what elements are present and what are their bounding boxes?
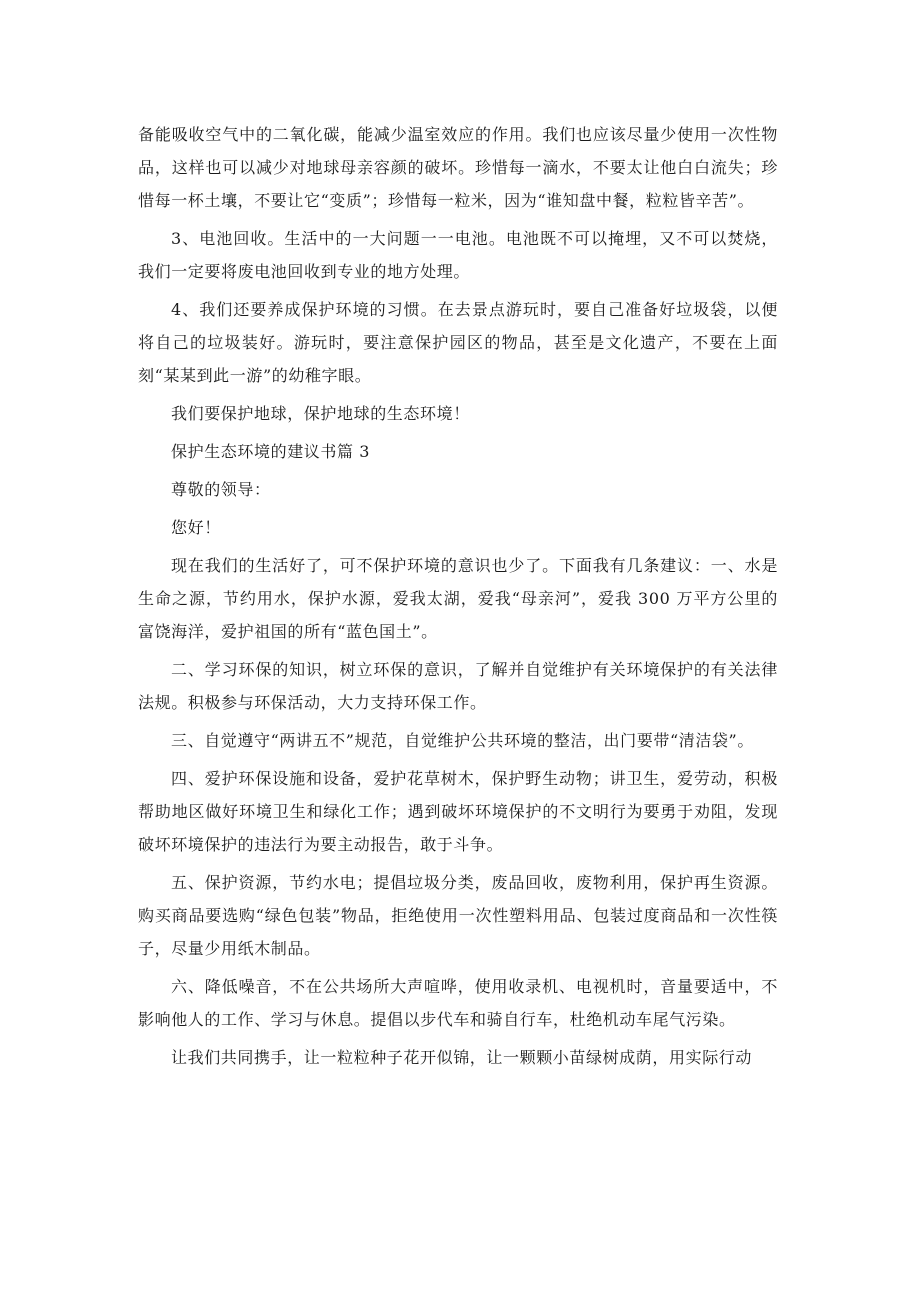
paragraph-battery-recycling: 3、电池回收。生活中的一大问题一一电池。电池既不可以掩埋，又不可以焚烧，我们一定要将废电池回收到专业的地方处理。	[138, 229, 778, 281]
salutation: 尊敬的领导：	[171, 480, 271, 499]
paragraph-intro-suggestion-1: 现在我们的生活好了，可不保护环境的意识也少了。下面我有几条建议：一、水是生命之源，节约用水，保护水源，爱我太湖，爱我“母亲河”，爱我 300 万平方公里的富饶海洋，爱护祖国的所有“蓝色国土”。	[138, 556, 778, 641]
paragraph-suggestion-4: 四、爱护环保设施和设备，爱护花草树木，保护野生动物；讲卫生，爱劳动，积极帮助地区做好环境卫生和绿化工作；遇到破坏环境保护的不文明行为要勇于劝阻，发现破坏环境保护的违法行为要主动报告，敢于斗争。	[138, 769, 778, 854]
paragraph-suggestion-3: 三、自觉遵守“两讲五不”规范，自觉维护公共环境的整洁，出门要带“清洁袋”。	[171, 731, 754, 750]
section-title: 保护生态环境的建议书篇 3	[171, 442, 371, 461]
greeting: 您好！	[171, 518, 221, 537]
paragraph-suggestion-2: 二、学习环保的知识，树立环保的意识，了解并自觉维护有关环境保护的有关法律法规。积极参与环保活动，大力支持环保工作。	[138, 660, 778, 712]
paragraph-closing: 让我们共同携手，让一粒粒种子花开似锦，让一颗颗小苗绿树成荫，用实际行动	[171, 1048, 753, 1067]
paragraph-suggestion-5: 五、保护资源，节约水电；提倡垃圾分类，废品回收，废物利用，保护再生资源。购买商品要选购“绿色包装”物品，拒绝使用一次性塑料用品、包装过度商品和一次性筷子，尽量少用纸木制品。	[138, 873, 778, 958]
paragraph-protection-habits: 4、我们还要养成保护环境的习惯。在去景点游玩时，要自己准备好垃圾袋，以便将自己的垃圾装好。游玩时，要注意保护园区的物品，甚至是文化遗产，不要在上面刻“某某到此一游”的幼稚字眼。	[138, 300, 778, 385]
document-page	[138, 118, 778, 1079]
paragraph-continuation: 备能吸收空气中的二氧化碳，能减少温室效应的作用。我们也应该尽量少使用一次性物品，这样也可以减少对地球母亲容颜的破坏。珍惜每一滴水，不要太让他白白流失；珍惜每一杯土壤，不要让它“变质”；珍惜每一粒米，因为“谁知盘中餐，粒粒皆辛苦”。	[138, 125, 778, 210]
paragraph-protect-earth: 我们要保护地球，保护地球的生态环境！	[171, 404, 470, 423]
paragraph-suggestion-6: 六、降低噪音，不在公共场所大声喧哗，使用收录机、电视机时，音量要适中，不影响他人的工作、学习与休息。提倡以步代车和骑自行车，杜绝机动车尾气污染。	[138, 977, 778, 1029]
